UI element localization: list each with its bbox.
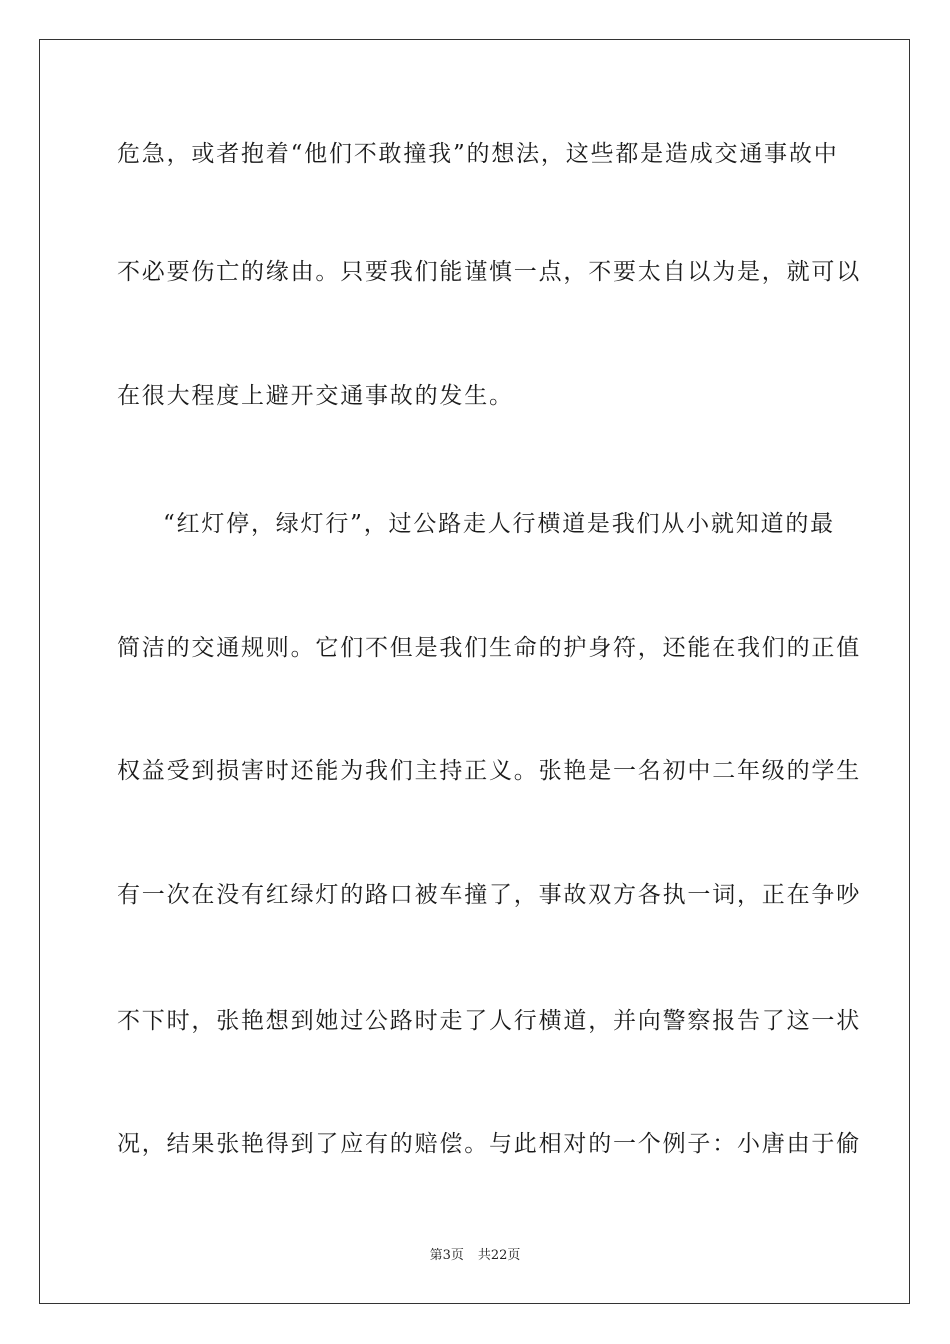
- page-footer: [0, 1247, 950, 1265]
- page-border: [39, 39, 910, 1304]
- text-line-3: 在很大程度上避开交通事故的发生。: [117, 383, 514, 409]
- text-line-2: 不必要伤亡的缘由。只要我们能谨慎一点，不要太自以为是，就可以: [117, 259, 861, 285]
- text-line-4-paragraph-start: “红灯停，绿灯行”，过公路走人行横道是我们从小就知道的最: [163, 511, 835, 537]
- text-line-5: 简洁的交通规则。它们不但是我们生命的护身符，还能在我们的正值: [117, 635, 861, 661]
- text-line-6: 权益受到损害时还能为我们主持正义。张艳是一名初中二年级的学生: [117, 758, 861, 784]
- text-line-1: 危急，或者抱着“他们不敢撞我”的想法，这些都是造成交通事故中: [117, 141, 839, 167]
- text-line-9: 况，结果张艳得到了应有的赔偿。与此相对的一个例子：小唐由于偷: [117, 1131, 861, 1157]
- page-total: 共22页: [477, 1248, 521, 1263]
- text-line-8: 不下时，张艳想到她过公路时走了人行横道，并向警察报告了这一状: [117, 1008, 861, 1034]
- page-number: 第3页: [429, 1248, 464, 1263]
- text-line-7: 有一次在没有红绿灯的路口被车撞了，事故双方各执一词，正在争吵: [117, 882, 861, 908]
